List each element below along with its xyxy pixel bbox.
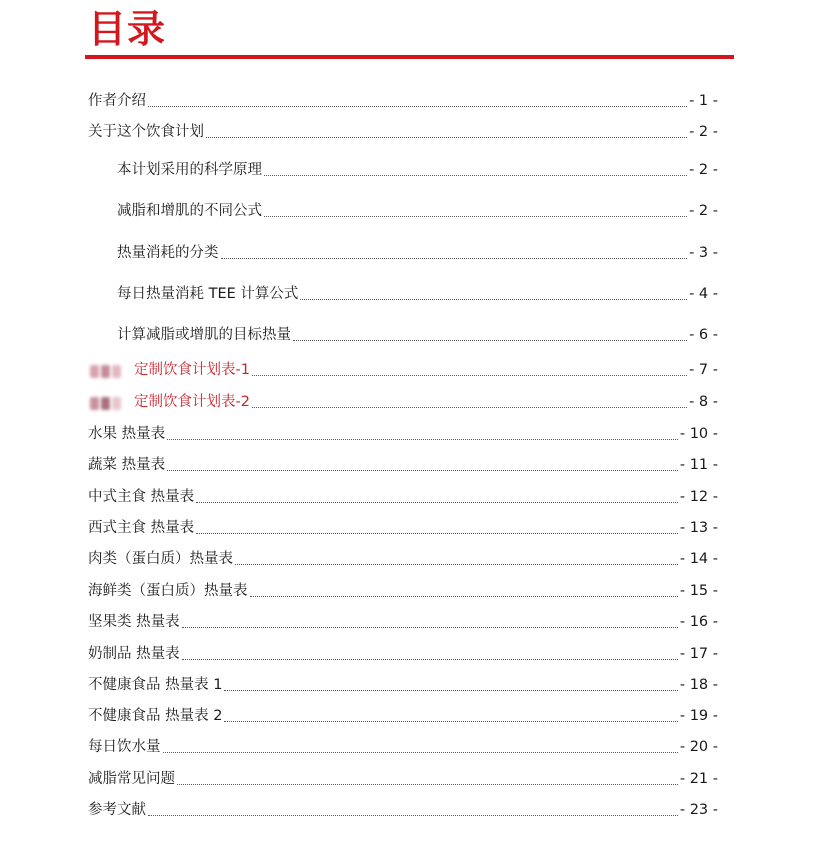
toc-entry-meat-calories[interactable] bbox=[88, 548, 718, 570]
toc-entry-vegetable-calories[interactable] bbox=[88, 454, 718, 476]
dot-leader bbox=[182, 627, 678, 628]
dot-leader bbox=[264, 175, 687, 176]
toc-entry-label: 关于这个饮食计划 bbox=[88, 124, 204, 140]
toc-entry-label: 每日饮水量 bbox=[88, 739, 161, 755]
toc-entry-page: - 1 - bbox=[689, 93, 718, 109]
blurred-redaction-icon bbox=[88, 394, 128, 412]
toc-entry-label: 蔬菜 热量表 bbox=[88, 457, 166, 473]
toc-entry-page: - 15 - bbox=[679, 583, 718, 599]
toc-entry-label: 减脂常见问题 bbox=[88, 771, 175, 787]
toc-entry-fat-loss-faq[interactable] bbox=[88, 768, 718, 790]
toc-entry-label: 中式主食 热量表 bbox=[88, 489, 195, 505]
toc-entry-calorie-classes[interactable] bbox=[117, 242, 718, 264]
toc-entry-page: - 21 - bbox=[679, 771, 718, 787]
toc-entry-page: - 2 - bbox=[689, 124, 718, 140]
toc-entry-tee-formula[interactable] bbox=[117, 283, 718, 305]
dot-leader bbox=[224, 690, 677, 691]
toc-entry-chinese-staples[interactable] bbox=[88, 486, 718, 508]
toc-entry-page: - 10 - bbox=[679, 426, 718, 442]
toc-entry-custom-plan-1[interactable] bbox=[88, 359, 718, 381]
toc-entry-custom-plan-2[interactable] bbox=[88, 391, 718, 413]
toc-entry-western-staples[interactable] bbox=[88, 517, 718, 539]
toc-entry-references[interactable] bbox=[88, 799, 718, 821]
toc-entry-label: 肉类（蛋白质）热量表 bbox=[88, 551, 233, 567]
toc-entry-page: - 11 - bbox=[679, 457, 718, 473]
toc-entry-label: 坚果类 热量表 bbox=[88, 614, 180, 630]
toc-entry-page: - 3 - bbox=[689, 245, 718, 261]
toc-entry-page: - 8 - bbox=[689, 394, 718, 410]
toc-entry-seafood-calories[interactable] bbox=[88, 580, 718, 602]
toc-entry-target-calories[interactable] bbox=[117, 324, 718, 346]
toc-entry-label: 海鲜类（蛋白质）热量表 bbox=[88, 583, 248, 599]
dot-leader bbox=[167, 439, 678, 440]
dot-leader bbox=[252, 375, 687, 376]
toc-entry-page: - 12 - bbox=[679, 489, 718, 505]
toc-entry-nut-calories[interactable] bbox=[88, 611, 718, 633]
toc-entry-page: - 2 - bbox=[689, 162, 718, 178]
toc-entry-page: - 13 - bbox=[679, 520, 718, 536]
toc-entry-dairy-calories[interactable] bbox=[88, 643, 718, 665]
toc-entry-fruit-calories[interactable] bbox=[88, 423, 718, 445]
toc-entry-page: - 23 - bbox=[679, 802, 718, 818]
dot-leader bbox=[206, 137, 687, 138]
toc-entry-page: - 4 - bbox=[689, 286, 718, 302]
toc-entry-page: - 7 - bbox=[689, 362, 718, 378]
toc-entry-page: - 2 - bbox=[689, 203, 718, 219]
toc-entry-unhealthy-food-1[interactable] bbox=[88, 674, 718, 696]
dot-leader bbox=[235, 564, 678, 565]
toc-entry-label: 水果 热量表 bbox=[88, 426, 166, 442]
dot-leader bbox=[252, 407, 687, 408]
toc-entry-page: - 20 - bbox=[679, 739, 718, 755]
toc-entry-page: - 17 - bbox=[679, 646, 718, 662]
toc-entry-daily-water[interactable] bbox=[88, 736, 718, 758]
toc-entry-label: 奶制品 热量表 bbox=[88, 646, 180, 662]
toc-entry-label: 作者介绍 bbox=[88, 93, 146, 109]
toc-entry-unhealthy-food-2[interactable] bbox=[88, 705, 718, 727]
dot-leader bbox=[148, 815, 678, 816]
toc-entry-label: 定制饮食计划表-1 bbox=[134, 362, 250, 378]
dot-leader bbox=[196, 533, 678, 534]
dot-leader bbox=[293, 340, 687, 341]
dot-leader bbox=[182, 659, 678, 660]
toc-entry-author-intro[interactable] bbox=[88, 90, 718, 112]
toc-entry-page: - 18 - bbox=[679, 677, 718, 693]
toc-entry-label: 计算减脂或增肌的目标热量 bbox=[117, 327, 291, 343]
toc-entry-label: 西式主食 热量表 bbox=[88, 520, 195, 536]
dot-leader bbox=[167, 470, 678, 471]
toc-entry-label: 参考文献 bbox=[88, 802, 146, 818]
toc-entry-formulas[interactable] bbox=[117, 200, 718, 222]
dot-leader bbox=[148, 106, 687, 107]
page-title: 目录 bbox=[88, 7, 167, 51]
toc-entry-about-plan[interactable] bbox=[88, 121, 718, 143]
toc-entry-label: 不健康食品 热量表 1 bbox=[88, 677, 223, 693]
dot-leader bbox=[224, 721, 677, 722]
toc-entry-label: 减脂和增肌的不同公式 bbox=[117, 203, 262, 219]
toc-entry-label: 热量消耗的分类 bbox=[117, 245, 219, 261]
toc-entry-label: 本计划采用的科学原理 bbox=[117, 162, 262, 178]
blurred-redaction-icon bbox=[88, 362, 128, 380]
toc-entry-science-principles[interactable] bbox=[117, 159, 718, 181]
toc-entry-label: 不健康食品 热量表 2 bbox=[88, 708, 223, 724]
toc-entry-label: 定制饮食计划表-2 bbox=[134, 394, 250, 410]
dot-leader bbox=[221, 258, 688, 259]
dot-leader bbox=[177, 784, 678, 785]
dot-leader bbox=[196, 502, 678, 503]
toc-entry-page: - 19 - bbox=[679, 708, 718, 724]
dot-leader bbox=[163, 752, 678, 753]
dot-leader bbox=[264, 216, 687, 217]
dot-leader bbox=[300, 299, 687, 300]
dot-leader bbox=[250, 596, 678, 597]
toc-entry-page: - 16 - bbox=[679, 614, 718, 630]
toc-entry-label: 每日热量消耗 TEE 计算公式 bbox=[117, 286, 299, 302]
toc-entry-page: - 6 - bbox=[689, 327, 718, 343]
toc-entry-page: - 14 - bbox=[679, 551, 718, 567]
